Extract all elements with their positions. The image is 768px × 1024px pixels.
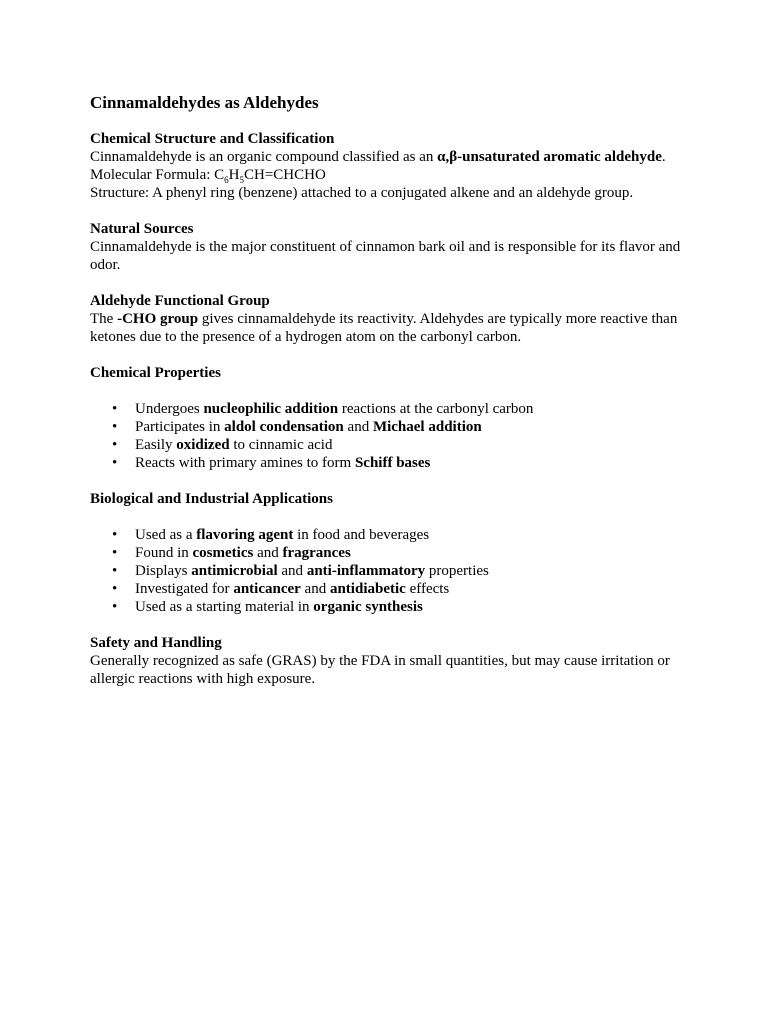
applications-list (90, 526, 686, 616)
list-item (90, 526, 686, 544)
text-run: Found in (135, 545, 193, 561)
classification-bold: α,β-unsaturated aromatic aldehyde (437, 149, 662, 165)
bold-run: nucleophilic addition (203, 401, 339, 417)
section-structure (90, 130, 686, 202)
section-heading: Chemical Properties (90, 365, 221, 381)
list-item (90, 598, 686, 616)
text-run: Reacts with primary amines to form (135, 455, 355, 471)
functional-group-text (90, 310, 686, 346)
bold-run: -CHO group (117, 311, 199, 327)
section-heading: Biological and Industrial Applications (90, 491, 333, 507)
classification-period: . (661, 149, 666, 165)
document-page (90, 92, 686, 706)
section-safety (90, 634, 686, 688)
text-run: reactions at the carbonyl carbon (338, 401, 534, 417)
text-run: The (90, 311, 118, 327)
formula-carbon: C (214, 167, 225, 183)
section-heading: Safety and Handling (90, 635, 222, 651)
text-run: to cinnamic acid (229, 437, 333, 453)
section-heading: Aldehyde Functional Group (90, 293, 270, 309)
text-run: Used as a starting material in (135, 599, 314, 615)
formula-hydrogen: H (228, 167, 240, 183)
molecular-formula-line (90, 166, 686, 184)
text-run: effects (405, 581, 450, 597)
bold-run: anti-inflammatory (306, 563, 426, 579)
natural-sources-text: Cinnamaldehyde is the major constituent of cinnamon bark oil and is responsible for its flavor and odor. (90, 239, 681, 273)
formula-rest: CH=CHCHO (244, 167, 326, 183)
bold-run: cosmetics (192, 545, 254, 561)
bold-run: Michael addition (372, 419, 482, 435)
list-item (90, 400, 686, 418)
formula-hydrogen-subscript: 5 (239, 175, 244, 185)
safety-text: Generally recognized as safe (GRAS) by the FDA in small quantities, but may cause irritation or allergic reactions with high exposure. (90, 653, 670, 687)
bold-run: aldol condensation (224, 419, 344, 435)
classification-line (90, 148, 686, 166)
text-run: Used as a (135, 527, 197, 543)
text-run: Investigated for (135, 581, 234, 597)
section-heading: Chemical Structure and Classification (90, 131, 335, 147)
list-item (90, 436, 686, 454)
text-run: and (300, 581, 330, 597)
text-run: Undergoes (135, 401, 204, 417)
bold-run: Schiff bases (354, 455, 431, 471)
text-run: and (277, 563, 307, 579)
list-item (90, 454, 686, 472)
text-run: and (253, 545, 283, 561)
text-run: properties (425, 563, 489, 579)
list-item (90, 580, 686, 598)
text-run: Easily (135, 437, 177, 453)
bold-run: oxidized (176, 437, 230, 453)
formula-label: Molecular Formula: (90, 167, 215, 183)
text-run: Participates in (135, 419, 225, 435)
list-item (90, 544, 686, 562)
bold-run: organic synthesis (313, 599, 423, 615)
bold-run: anticancer (233, 581, 301, 597)
bold-run: flavoring agent (196, 527, 294, 543)
classification-text: Cinnamaldehyde is an organic compound classified as an (90, 149, 438, 165)
structure-description: Structure: A phenyl ring (benzene) attached to a conjugated alkene and an aldehyde group. (90, 185, 634, 201)
section-chemical-properties (90, 364, 686, 472)
text-run: gives cinnamaldehyde its reactivity. Aldehydes are typically more reactive than ketones due to the presence of a hydrogen atom on the carbonyl carbon. (90, 311, 678, 345)
document-title: Cinnamaldehydes as Aldehydes (90, 93, 319, 112)
text-run: and (343, 419, 373, 435)
section-applications (90, 490, 686, 616)
bold-run: antidiabetic (329, 581, 406, 597)
formula-carbon-subscript: 6 (224, 175, 229, 185)
section-functional-group (90, 292, 686, 346)
text-run: in food and beverages (293, 527, 430, 543)
bold-run: fragrances (282, 545, 351, 561)
text-run: Displays (135, 563, 192, 579)
properties-list (90, 400, 686, 472)
list-item (90, 562, 686, 580)
section-heading: Natural Sources (90, 221, 194, 237)
bold-run: antimicrobial (191, 563, 278, 579)
section-natural-sources (90, 220, 686, 274)
list-item (90, 418, 686, 436)
